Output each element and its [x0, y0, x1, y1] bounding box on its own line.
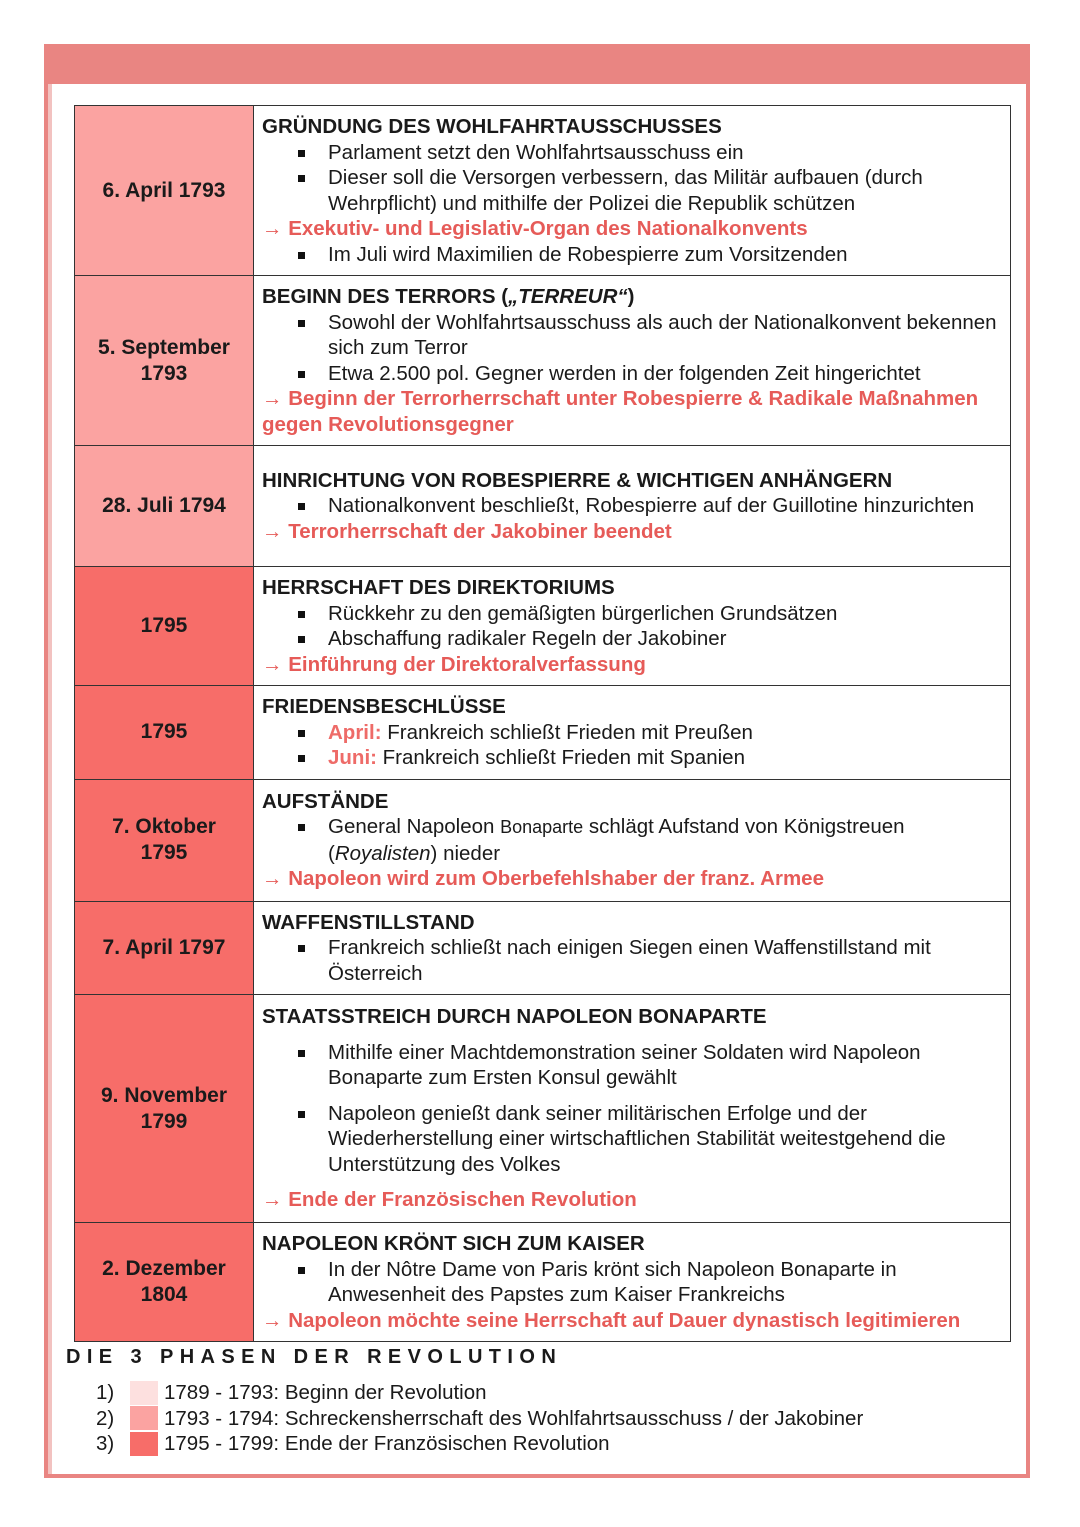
item-text: Bonaparte [500, 817, 584, 837]
event-result: → Napoleon wird zum Oberbefehlshaber der franz. Armee [262, 867, 824, 890]
event-date [75, 446, 254, 567]
event-title: FRIEDENSBESCHLÜSSE [262, 695, 506, 718]
item-text: ) nieder [430, 841, 501, 865]
table-row [75, 779, 1011, 901]
date-text: 5. September [98, 335, 230, 359]
event-result: → Ende der Französischen Revolution [262, 1188, 637, 1212]
event-content [254, 779, 1011, 901]
event-result: → Napoleon möchte seine Herrschaft auf Dauer dynastisch legitimieren [262, 1308, 961, 1332]
legend-text: 1795 - 1799: Ende der Französischen Revolution [164, 1432, 610, 1455]
date-text: 7. Oktober [112, 815, 216, 838]
event-date [75, 106, 254, 276]
legend-text: 1789 - 1793: Beginn der Revolution [164, 1381, 487, 1404]
title-text: BEGINN DES TERRORS ( [262, 285, 509, 308]
event-title: STAATSSTREICH DURCH NAPOLEON BONAPARTE [262, 1005, 767, 1029]
list-item: Napoleon genießt dank seiner militärischen Erfolge und der Wiederherstellung einer wirtschaftlichen Stabilität weitestgehend die Unterstützung des Volkes [262, 1101, 1000, 1178]
date-text: 1804 [140, 1283, 188, 1306]
event-content [254, 901, 1011, 995]
date-text: 9. November [100, 1083, 228, 1107]
list-item: Dieser soll die Versorgen verbessern, das Militär aufbauen (durch Wehrpflicht) und mithilfe der Polizei die Republik schützen [262, 165, 1000, 216]
legend-swatch [130, 1406, 158, 1430]
list-item: Etwa 2.500 pol. Gegner werden in der folgenden Zeit hingerichtet [262, 361, 1000, 387]
list-item: Abschaffung radikaler Regeln der Jakobiner [262, 626, 1000, 652]
event-title [262, 284, 1000, 310]
bullet-list [262, 310, 1000, 387]
table-row [75, 446, 1011, 567]
phases-heading: DIE 3 PHASEN DER REVOLUTION [66, 1346, 563, 1368]
table-row [75, 901, 1011, 995]
list-item: Im Juli wird Maximilien de Robespierre zum Vorsitzenden [262, 242, 1000, 268]
event-title: NAPOLEON KRÖNT SICH ZUM KAISER [262, 1232, 645, 1255]
table-row [75, 686, 1011, 780]
list-item: Parlament setzt den Wohlfahrtsausschuss ein [262, 140, 1000, 166]
legend-swatch [130, 1381, 158, 1405]
event-date [75, 567, 254, 686]
legend-text: 1793 - 1794: Schreckensherrschaft des Wohlfahrtsausschuss / der Jakobiner [164, 1406, 864, 1430]
event-result: → Einführung der Direktoralverfassung [262, 652, 646, 676]
legend-number: 1) [96, 1381, 115, 1404]
event-date [75, 1223, 254, 1342]
event-content [254, 567, 1011, 686]
event-content [254, 106, 1011, 276]
event-result: → Beginn der Terrorherrschaft unter Robespierre & Radikale Maßnahmen gegen Revolutionsgegner [262, 387, 979, 436]
header-band [48, 48, 1026, 84]
table-row [75, 276, 1011, 446]
bullet-list [262, 720, 1000, 771]
legend-item [96, 1431, 863, 1457]
legend-number: 3) [96, 1432, 115, 1455]
list-item: Sowohl der Wohlfahrtsausschuss als auch der Nationalkonvent bekennen sich zum Terror [262, 310, 1000, 361]
list-item: Frankreich schließt nach einigen Siegen einen Waffenstillstand mit Österreich [262, 935, 1000, 986]
title-text: ) [627, 285, 635, 308]
bullet-list [262, 140, 1000, 217]
event-content [254, 1223, 1011, 1342]
item-italic: Royalisten [334, 841, 431, 865]
legend-number: 2) [96, 1406, 115, 1430]
event-title: HERRSCHAFT DES DIREKTORIUMS [262, 576, 615, 599]
event-title: WAFFENSTILLSTAND [262, 910, 475, 934]
date-text: 6. April 1793 [102, 178, 226, 202]
timeline-table [74, 105, 1011, 1342]
date-text: 1795 [140, 841, 188, 864]
list-item [262, 745, 1000, 771]
date-text: 1795 [140, 614, 188, 637]
table-row [75, 567, 1011, 686]
table-row [75, 995, 1011, 1223]
event-content [254, 686, 1011, 780]
legend-swatch [130, 1432, 158, 1456]
event-date [75, 686, 254, 780]
event-date [75, 995, 254, 1223]
event-content [254, 995, 1011, 1223]
month-label: Juni: [328, 746, 377, 769]
item-text: Frankreich schließt Frieden mit Preußen [381, 720, 753, 744]
bullet-list [262, 242, 1000, 268]
event-title: HINRICHTUNG VON ROBESPIERRE & WICHTIGEN ANHÄNGERN [262, 468, 893, 492]
bullet-list [262, 1257, 1000, 1308]
month-label: April: [328, 720, 382, 744]
list-item [262, 814, 1000, 866]
event-result: → Exekutiv- und Legislativ-Organ des Nationalkonvents [262, 217, 808, 240]
bullet-list [262, 601, 1000, 652]
item-text: schlägt Aufstand von Königstreuen ( [328, 815, 905, 865]
legend-item [96, 1380, 863, 1406]
list-item: Nationalkonvent beschließt, Robespierre auf der Guillotine hinzurichten [262, 493, 1000, 519]
phases-legend [96, 1380, 863, 1457]
date-text: 1793 [140, 361, 188, 385]
event-content [254, 276, 1011, 446]
bullet-list [262, 814, 1000, 866]
event-date [75, 276, 254, 446]
bullet-list [262, 493, 1000, 519]
bullet-list [262, 1040, 1000, 1178]
date-text: 28. Juli 1794 [102, 494, 226, 517]
date-text: 1799 [140, 1109, 188, 1133]
table-row [75, 106, 1011, 276]
table-row [75, 1223, 1011, 1342]
item-text: Frankreich schließt Frieden mit Spanien [376, 746, 745, 769]
frame-accent [48, 48, 52, 1474]
event-date [75, 901, 254, 995]
event-result: → Terrorherrschaft der Jakobiner beendet [262, 519, 672, 543]
title-italic: „TERREUR“ [508, 285, 628, 308]
legend-item [96, 1406, 863, 1432]
list-item [262, 720, 1000, 746]
item-text: General Napoleon [328, 815, 501, 838]
event-content [254, 446, 1011, 567]
event-date [75, 779, 254, 901]
date-text: 2. Dezember [102, 1257, 226, 1280]
list-item: Rückkehr zu den gemäßigten bürgerlichen Grundsätzen [262, 601, 1000, 627]
event-title: AUFSTÄNDE [262, 789, 389, 813]
list-item: In der Nôtre Dame von Paris krönt sich Napoleon Bonaparte in Anwesenheit des Papstes zum Kaiser Frankreichs [262, 1257, 1000, 1308]
date-text: 1795 [140, 720, 188, 744]
date-text: 7. April 1797 [102, 935, 226, 959]
list-item: Mithilfe einer Machtdemonstration seiner Soldaten wird Napoleon Bonaparte zum Ersten Konsul gewählt [262, 1040, 1000, 1091]
event-title: GRÜNDUNG DES WOHLFAHRTAUSSCHUSSES [262, 115, 722, 138]
bullet-list [262, 935, 1000, 986]
